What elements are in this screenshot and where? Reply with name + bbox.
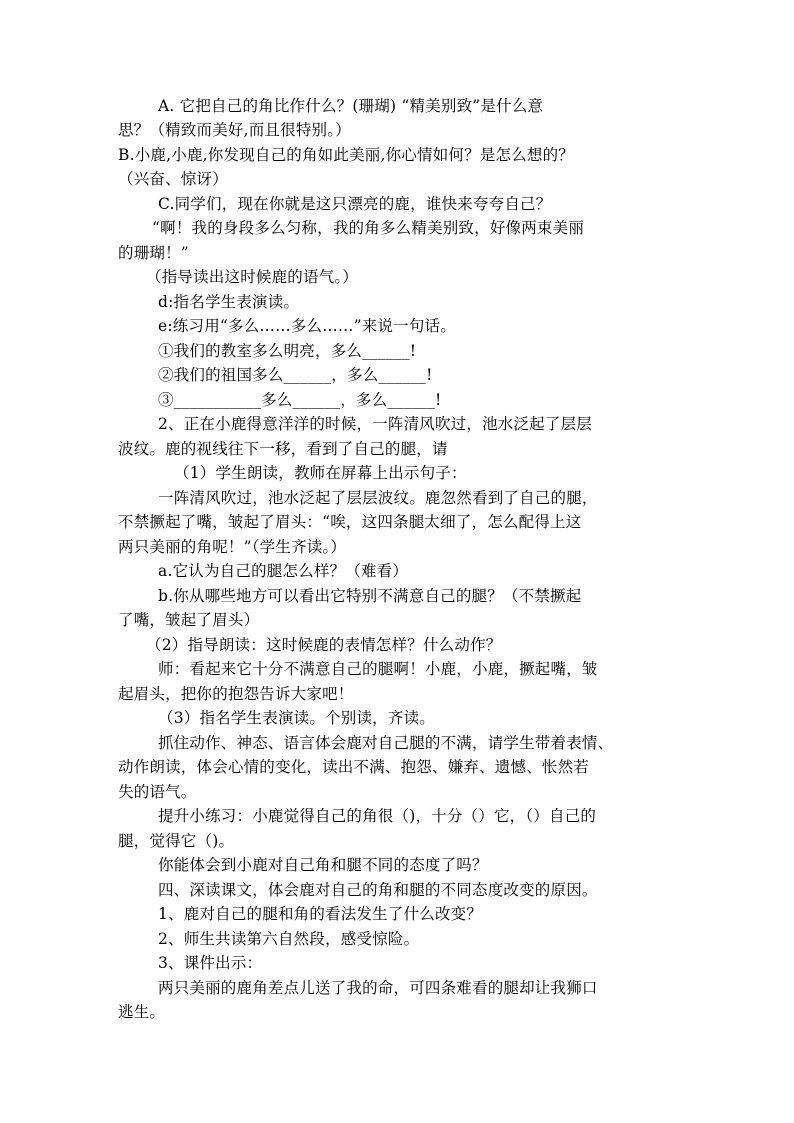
text-line: （指导读出这时候鹿的语气。）: [146, 268, 359, 286]
text-line: ③___________多么______，多么______!: [158, 391, 442, 409]
text-line: ②我们的祖国多么______，多么______!: [158, 366, 433, 384]
text-line: B.小鹿,小鹿,你发现自己的角如此美丽,你心情如何？是怎么想的？: [118, 146, 575, 164]
text-line: ①我们的教室多么明亮，多么______!: [158, 342, 417, 360]
text-line: e:练习用“多么……多么……”来说一句话。: [158, 317, 456, 335]
text-line: d:指名学生表演读。: [158, 293, 300, 311]
text-line: 2、正在小鹿得意洋洋的时候，一阵清风吹过，池水泛起了层层: [158, 415, 592, 433]
text-line: 你能体会到小鹿对自己角和腿不同的态度了吗？: [158, 856, 488, 874]
text-line: C.同学们，现在你就是这只漂亮的鹿，谁快来夸夸自己？: [158, 195, 552, 213]
text-line: 了嘴，皱起了眉头）: [118, 611, 260, 629]
text-line: 两只美丽的角呢！”（学生齐读。）: [118, 538, 347, 556]
text-line: 失的语气。: [118, 783, 197, 801]
text-line: 一阵清风吹过，池水泛起了层层波纹。鹿忽然看到了自己的腿，: [158, 489, 598, 507]
text-line: （3）指名学生表演读。个别读，齐读。: [158, 709, 435, 727]
text-line: 逃生。: [118, 1003, 166, 1021]
text-line: A. 它把自己的角比作什么？(珊瑚) “精美别致”是什么意: [158, 97, 544, 115]
text-line: 动作朗读，体会心情的变化，读出不满、抱怨、嫌弃、遗憾、怅然若: [118, 758, 590, 776]
text-line: 不禁撅起了嘴，皱起了眉头：“唉，这四条腿太细了，怎么配得上这: [118, 513, 582, 531]
text-line: 腿，觉得它（)。: [118, 832, 235, 850]
text-line: 师：看起来它十分不满意自己的腿啊！小鹿，小鹿，撅起嘴，皱: [158, 660, 598, 678]
text-line: 波纹。鹿的视线往下一移，看到了自己的腿，请: [118, 440, 448, 458]
text-line: 两只美丽的鹿角差点儿送了我的命，可四条难看的腿却让我狮口: [158, 979, 598, 997]
text-line: 思？（精致而美好,而且很特别。）: [118, 121, 351, 139]
text-line: 2、师生共读第六自然段，感受惊险。: [158, 930, 420, 948]
text-line: 的珊瑚！”: [118, 244, 189, 262]
text-line: 抓住动作、神态、语言体会鹿对自己腿的不满，请学生带着表情、: [158, 734, 614, 752]
text-line: 起眉头，把你的抱怨告诉大家吧！: [118, 685, 354, 703]
text-line: 提升小练习：小鹿觉得自己的角很（)，十分（）它，（）自己的: [158, 807, 597, 825]
text-line: 3、课件出示：: [158, 954, 263, 972]
text-line: “啊！我的身段多么匀称，我的角多么精美别致，好像两束美丽: [152, 219, 585, 237]
text-line: a.它认为自己的腿怎么样？（难看）: [158, 562, 409, 580]
text-line: （2）指导朗读：这时候鹿的表情怎样？什么动作？: [146, 636, 502, 654]
text-line: 1、鹿对自己的腿和角的看法发生了什么改变？: [158, 905, 483, 923]
text-line: 四、深读课文，体会鹿对自己的角和腿的不同态度改变的原因。: [158, 881, 598, 899]
text-line: b.你从哪些地方可以看出它特别不满意自己的腿？（不禁撅起: [158, 587, 582, 605]
text-line: （1）学生朗读，教师在屏幕上出示句子：: [174, 464, 467, 482]
text-line: （兴奋、惊讶）: [118, 170, 228, 188]
